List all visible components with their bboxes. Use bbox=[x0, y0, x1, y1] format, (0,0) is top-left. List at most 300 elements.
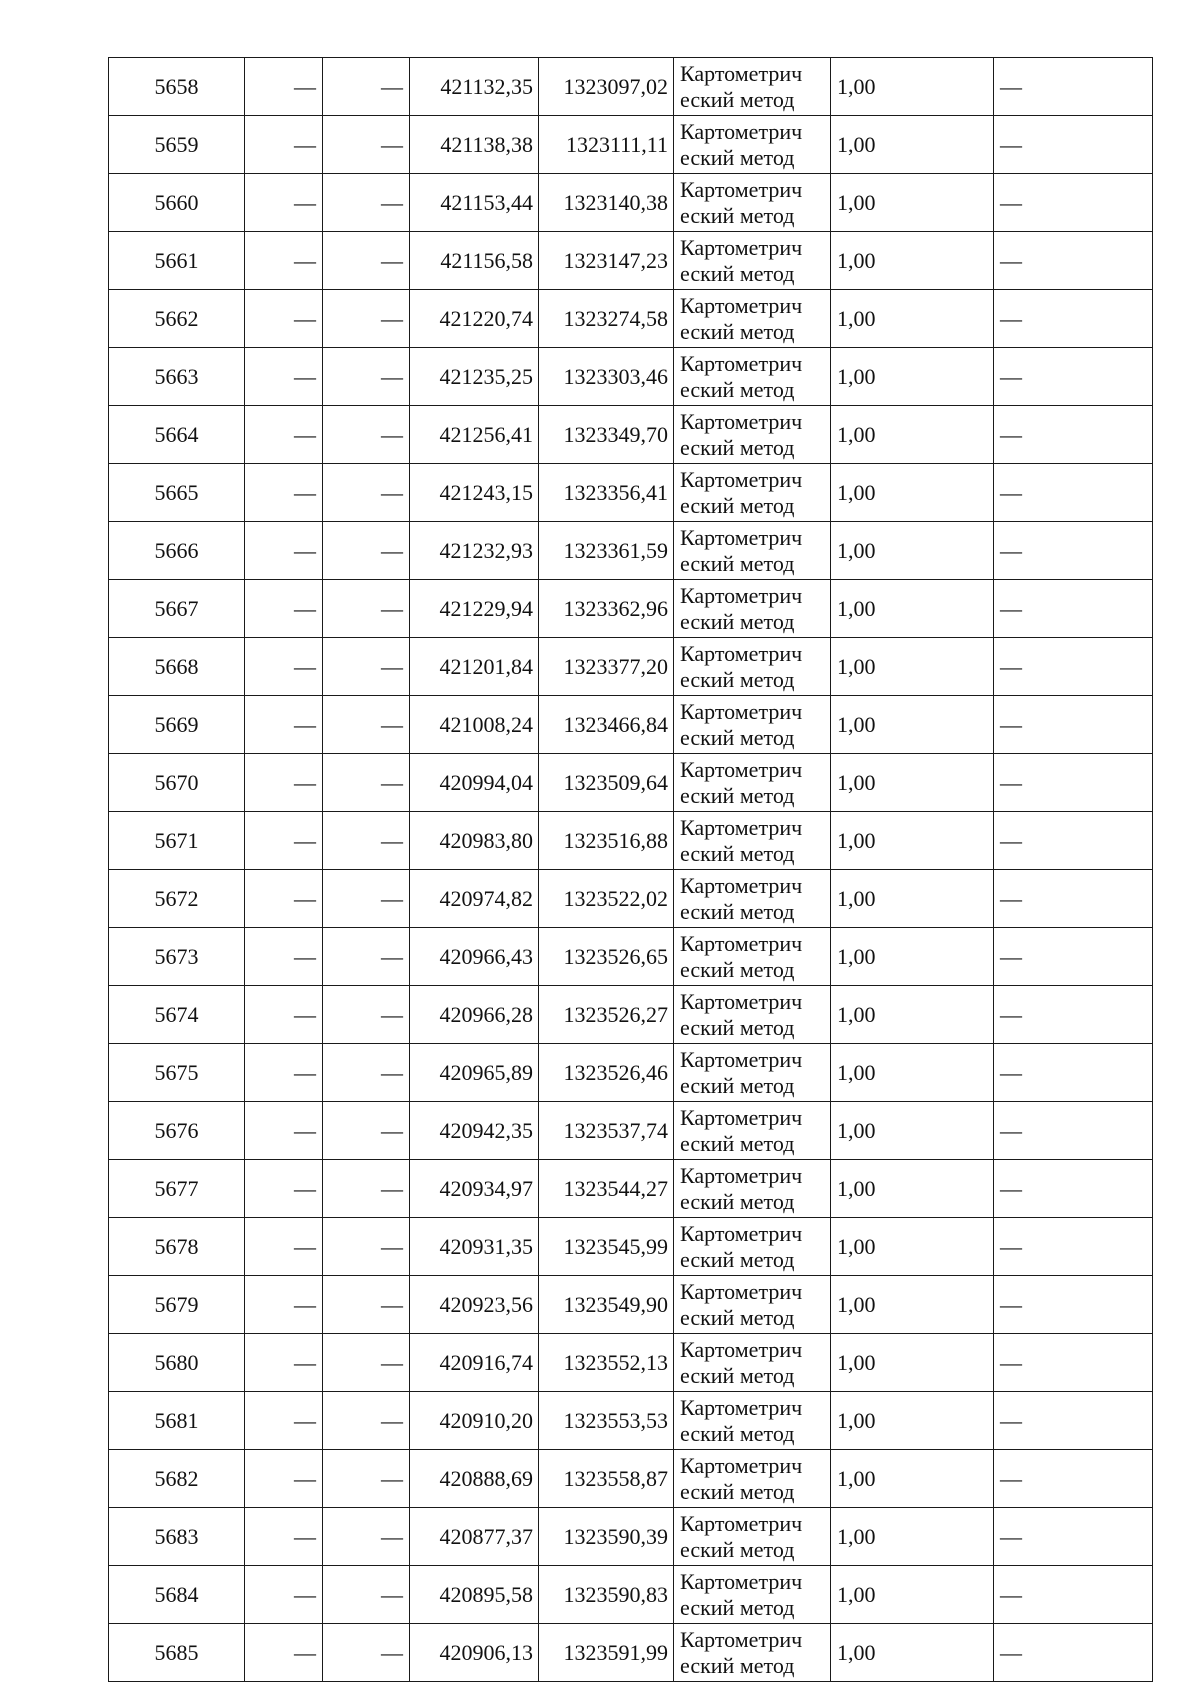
y-coordinate-cell: 1323591,99 bbox=[539, 1624, 674, 1682]
description-cell: — bbox=[994, 928, 1153, 986]
point-number-cell: 5681 bbox=[109, 1392, 245, 1450]
old-y-cell: — bbox=[323, 928, 410, 986]
old-y-cell: — bbox=[323, 870, 410, 928]
y-coordinate-cell: 1323111,11 bbox=[539, 116, 674, 174]
method-text-line: еский метод bbox=[680, 1536, 795, 1562]
accuracy-cell: 1,00 bbox=[831, 638, 994, 696]
method-text-line: Картометрич bbox=[680, 1278, 803, 1304]
old-x-cell: — bbox=[245, 1566, 323, 1624]
accuracy-cell: 1,00 bbox=[831, 754, 994, 812]
method-text-line: Картометрич bbox=[680, 930, 803, 956]
method-text-line: еский метод bbox=[680, 1188, 795, 1214]
old-y-cell: — bbox=[323, 290, 410, 348]
method-text-line: еский метод bbox=[680, 666, 795, 692]
accuracy-cell: 1,00 bbox=[831, 58, 994, 116]
y-coordinate-cell: 1323147,23 bbox=[539, 232, 674, 290]
old-y-cell: — bbox=[323, 1624, 410, 1682]
method-text-line: еский метод bbox=[680, 202, 795, 228]
old-y-cell: — bbox=[323, 174, 410, 232]
y-coordinate-cell: 1323590,83 bbox=[539, 1566, 674, 1624]
old-x-cell: — bbox=[245, 1334, 323, 1392]
old-y-cell: — bbox=[323, 1160, 410, 1218]
method-cell bbox=[674, 1508, 831, 1566]
old-y-cell: — bbox=[323, 580, 410, 638]
method-text-line: еский метод bbox=[680, 260, 795, 286]
y-coordinate-cell: 1323526,27 bbox=[539, 986, 674, 1044]
old-x-cell: — bbox=[245, 58, 323, 116]
table-row bbox=[109, 580, 1153, 638]
description-cell: — bbox=[994, 1276, 1153, 1334]
description-cell: — bbox=[994, 1566, 1153, 1624]
method-cell bbox=[674, 1160, 831, 1218]
y-coordinate-cell: 1323356,41 bbox=[539, 464, 674, 522]
y-coordinate-cell: 1323549,90 bbox=[539, 1276, 674, 1334]
old-x-cell: — bbox=[245, 1160, 323, 1218]
x-coordinate-cell: 420888,69 bbox=[410, 1450, 539, 1508]
accuracy-cell: 1,00 bbox=[831, 1508, 994, 1566]
accuracy-cell: 1,00 bbox=[831, 580, 994, 638]
method-cell bbox=[674, 1624, 831, 1682]
table-row bbox=[109, 754, 1153, 812]
accuracy-cell: 1,00 bbox=[831, 1392, 994, 1450]
x-coordinate-cell: 421256,41 bbox=[410, 406, 539, 464]
table-row bbox=[109, 232, 1153, 290]
y-coordinate-cell: 1323466,84 bbox=[539, 696, 674, 754]
old-x-cell: — bbox=[245, 870, 323, 928]
x-coordinate-cell: 421232,93 bbox=[410, 522, 539, 580]
x-coordinate-cell: 420916,74 bbox=[410, 1334, 539, 1392]
accuracy-cell: 1,00 bbox=[831, 1102, 994, 1160]
accuracy-cell: 1,00 bbox=[831, 464, 994, 522]
x-coordinate-cell: 420923,56 bbox=[410, 1276, 539, 1334]
description-cell: — bbox=[994, 870, 1153, 928]
old-x-cell: — bbox=[245, 812, 323, 870]
accuracy-cell: 1,00 bbox=[831, 1450, 994, 1508]
method-cell bbox=[674, 1450, 831, 1508]
description-cell: — bbox=[994, 986, 1153, 1044]
table-row bbox=[109, 464, 1153, 522]
accuracy-cell: 1,00 bbox=[831, 406, 994, 464]
old-y-cell: — bbox=[323, 116, 410, 174]
x-coordinate-cell: 421243,15 bbox=[410, 464, 539, 522]
old-x-cell: — bbox=[245, 1102, 323, 1160]
method-text-line: Картометрич bbox=[680, 582, 803, 608]
point-number-cell: 5679 bbox=[109, 1276, 245, 1334]
method-text-line: Картометрич bbox=[680, 756, 803, 782]
method-text-line: еский метод bbox=[680, 1594, 795, 1620]
method-text-line: еский метод bbox=[680, 608, 795, 634]
y-coordinate-cell: 1323544,27 bbox=[539, 1160, 674, 1218]
method-cell bbox=[674, 1334, 831, 1392]
method-text-line: Картометрич bbox=[680, 1452, 803, 1478]
old-x-cell: — bbox=[245, 1044, 323, 1102]
table-row bbox=[109, 1508, 1153, 1566]
method-text-line: еский метод bbox=[680, 144, 795, 170]
old-y-cell: — bbox=[323, 696, 410, 754]
y-coordinate-cell: 1323522,02 bbox=[539, 870, 674, 928]
accuracy-cell: 1,00 bbox=[831, 348, 994, 406]
table-row bbox=[109, 1102, 1153, 1160]
method-text-line: Картометрич bbox=[680, 524, 803, 550]
method-text-line: Картометрич bbox=[680, 698, 803, 724]
accuracy-cell: 1,00 bbox=[831, 1160, 994, 1218]
method-text-line: еский метод bbox=[680, 898, 795, 924]
old-y-cell: — bbox=[323, 1450, 410, 1508]
old-y-cell: — bbox=[323, 1508, 410, 1566]
old-x-cell: — bbox=[245, 1624, 323, 1682]
point-number-cell: 5672 bbox=[109, 870, 245, 928]
method-text-line: Картометрич bbox=[680, 1626, 803, 1652]
point-number-cell: 5676 bbox=[109, 1102, 245, 1160]
description-cell: — bbox=[994, 1450, 1153, 1508]
x-coordinate-cell: 421138,38 bbox=[410, 116, 539, 174]
x-coordinate-cell: 421220,74 bbox=[410, 290, 539, 348]
point-number-cell: 5684 bbox=[109, 1566, 245, 1624]
point-number-cell: 5659 bbox=[109, 116, 245, 174]
point-number-cell: 5664 bbox=[109, 406, 245, 464]
x-coordinate-cell: 421229,94 bbox=[410, 580, 539, 638]
old-x-cell: — bbox=[245, 754, 323, 812]
old-x-cell: — bbox=[245, 116, 323, 174]
method-text-line: Картометрич bbox=[680, 118, 803, 144]
point-number-cell: 5666 bbox=[109, 522, 245, 580]
old-x-cell: — bbox=[245, 696, 323, 754]
table-row bbox=[109, 986, 1153, 1044]
method-text-line: еский метод bbox=[680, 1652, 795, 1678]
x-coordinate-cell: 420983,80 bbox=[410, 812, 539, 870]
table-body bbox=[109, 58, 1153, 1682]
method-text-line: Картометрич bbox=[680, 350, 803, 376]
description-cell: — bbox=[994, 812, 1153, 870]
point-number-cell: 5673 bbox=[109, 928, 245, 986]
method-cell bbox=[674, 638, 831, 696]
method-text-line: еский метод bbox=[680, 318, 795, 344]
x-coordinate-cell: 421153,44 bbox=[410, 174, 539, 232]
table-row bbox=[109, 1450, 1153, 1508]
old-x-cell: — bbox=[245, 638, 323, 696]
y-coordinate-cell: 1323590,39 bbox=[539, 1508, 674, 1566]
accuracy-cell: 1,00 bbox=[831, 290, 994, 348]
description-cell: — bbox=[994, 1218, 1153, 1276]
method-text-line: еский метод bbox=[680, 840, 795, 866]
method-cell bbox=[674, 812, 831, 870]
method-text-line: еский метод bbox=[680, 956, 795, 982]
method-cell bbox=[674, 290, 831, 348]
table-row bbox=[109, 1566, 1153, 1624]
point-number-cell: 5674 bbox=[109, 986, 245, 1044]
table-row bbox=[109, 348, 1153, 406]
table-row bbox=[109, 870, 1153, 928]
method-cell bbox=[674, 1566, 831, 1624]
method-text-line: Картометрич bbox=[680, 640, 803, 666]
table-row bbox=[109, 696, 1153, 754]
x-coordinate-cell: 420906,13 bbox=[410, 1624, 539, 1682]
method-cell bbox=[674, 1044, 831, 1102]
description-cell: — bbox=[994, 406, 1153, 464]
x-coordinate-cell: 420966,43 bbox=[410, 928, 539, 986]
old-y-cell: — bbox=[323, 1566, 410, 1624]
method-text-line: Картометрич bbox=[680, 1220, 803, 1246]
y-coordinate-cell: 1323545,99 bbox=[539, 1218, 674, 1276]
old-x-cell: — bbox=[245, 290, 323, 348]
method-text-line: Картометрич bbox=[680, 988, 803, 1014]
description-cell: — bbox=[994, 1508, 1153, 1566]
table-row bbox=[109, 406, 1153, 464]
method-text-line: Картометрич bbox=[680, 234, 803, 260]
x-coordinate-cell: 420934,97 bbox=[410, 1160, 539, 1218]
old-x-cell: — bbox=[245, 464, 323, 522]
old-y-cell: — bbox=[323, 232, 410, 290]
old-y-cell: — bbox=[323, 58, 410, 116]
y-coordinate-cell: 1323516,88 bbox=[539, 812, 674, 870]
x-coordinate-cell: 421132,35 bbox=[410, 58, 539, 116]
method-text-line: Картометрич bbox=[680, 1336, 803, 1362]
y-coordinate-cell: 1323377,20 bbox=[539, 638, 674, 696]
point-number-cell: 5661 bbox=[109, 232, 245, 290]
table-row bbox=[109, 1392, 1153, 1450]
table-row bbox=[109, 812, 1153, 870]
accuracy-cell: 1,00 bbox=[831, 1624, 994, 1682]
point-number-cell: 5678 bbox=[109, 1218, 245, 1276]
method-text-line: еский метод bbox=[680, 1304, 795, 1330]
point-number-cell: 5682 bbox=[109, 1450, 245, 1508]
x-coordinate-cell: 420966,28 bbox=[410, 986, 539, 1044]
table-row bbox=[109, 58, 1153, 116]
accuracy-cell: 1,00 bbox=[831, 522, 994, 580]
description-cell: — bbox=[994, 580, 1153, 638]
old-y-cell: — bbox=[323, 1044, 410, 1102]
method-cell bbox=[674, 348, 831, 406]
method-cell bbox=[674, 986, 831, 1044]
table-row bbox=[109, 1218, 1153, 1276]
method-text-line: еский метод bbox=[680, 724, 795, 750]
description-cell: — bbox=[994, 58, 1153, 116]
old-y-cell: — bbox=[323, 986, 410, 1044]
point-number-cell: 5685 bbox=[109, 1624, 245, 1682]
method-text-line: еский метод bbox=[680, 550, 795, 576]
method-text-line: Картометрич bbox=[680, 1568, 803, 1594]
old-y-cell: — bbox=[323, 522, 410, 580]
accuracy-cell: 1,00 bbox=[831, 232, 994, 290]
method-text-line: еский метод bbox=[680, 86, 795, 112]
method-cell bbox=[674, 1102, 831, 1160]
method-text-line: еский метод bbox=[680, 1246, 795, 1272]
accuracy-cell: 1,00 bbox=[831, 1218, 994, 1276]
y-coordinate-cell: 1323537,74 bbox=[539, 1102, 674, 1160]
old-x-cell: — bbox=[245, 406, 323, 464]
description-cell: — bbox=[994, 174, 1153, 232]
y-coordinate-cell: 1323552,13 bbox=[539, 1334, 674, 1392]
old-y-cell: — bbox=[323, 1334, 410, 1392]
table-row bbox=[109, 174, 1153, 232]
y-coordinate-cell: 1323526,46 bbox=[539, 1044, 674, 1102]
method-cell bbox=[674, 928, 831, 986]
description-cell: — bbox=[994, 232, 1153, 290]
y-coordinate-cell: 1323553,53 bbox=[539, 1392, 674, 1450]
old-y-cell: — bbox=[323, 1392, 410, 1450]
point-number-cell: 5683 bbox=[109, 1508, 245, 1566]
point-number-cell: 5667 bbox=[109, 580, 245, 638]
method-text-line: Картометрич bbox=[680, 408, 803, 434]
old-y-cell: — bbox=[323, 1218, 410, 1276]
description-cell: — bbox=[994, 290, 1153, 348]
y-coordinate-cell: 1323362,96 bbox=[539, 580, 674, 638]
old-y-cell: — bbox=[323, 464, 410, 522]
accuracy-cell: 1,00 bbox=[831, 986, 994, 1044]
y-coordinate-cell: 1323097,02 bbox=[539, 58, 674, 116]
x-coordinate-cell: 420877,37 bbox=[410, 1508, 539, 1566]
method-text-line: Картометрич bbox=[680, 60, 803, 86]
old-x-cell: — bbox=[245, 1508, 323, 1566]
old-y-cell: — bbox=[323, 1102, 410, 1160]
y-coordinate-cell: 1323274,58 bbox=[539, 290, 674, 348]
method-cell bbox=[674, 870, 831, 928]
point-number-cell: 5677 bbox=[109, 1160, 245, 1218]
method-text-line: еский метод bbox=[680, 1072, 795, 1098]
table-row bbox=[109, 1160, 1153, 1218]
table-row bbox=[109, 1624, 1153, 1682]
method-cell bbox=[674, 406, 831, 464]
method-text-line: Картометрич bbox=[680, 292, 803, 318]
method-cell bbox=[674, 1392, 831, 1450]
old-x-cell: — bbox=[245, 1392, 323, 1450]
method-text-line: еский метод bbox=[680, 1420, 795, 1446]
method-text-line: Картометрич bbox=[680, 1046, 803, 1072]
point-number-cell: 5669 bbox=[109, 696, 245, 754]
method-cell bbox=[674, 696, 831, 754]
method-text-line: еский метод bbox=[680, 434, 795, 460]
method-text-line: Картометрич bbox=[680, 814, 803, 840]
old-x-cell: — bbox=[245, 986, 323, 1044]
point-number-cell: 5663 bbox=[109, 348, 245, 406]
method-text-line: еский метод bbox=[680, 1014, 795, 1040]
method-cell bbox=[674, 232, 831, 290]
method-text-line: Картометрич bbox=[680, 1162, 803, 1188]
x-coordinate-cell: 421008,24 bbox=[410, 696, 539, 754]
description-cell: — bbox=[994, 1044, 1153, 1102]
x-coordinate-cell: 420965,89 bbox=[410, 1044, 539, 1102]
old-y-cell: — bbox=[323, 812, 410, 870]
method-text-line: Картометрич bbox=[680, 466, 803, 492]
old-y-cell: — bbox=[323, 406, 410, 464]
x-coordinate-cell: 420910,20 bbox=[410, 1392, 539, 1450]
method-cell bbox=[674, 754, 831, 812]
y-coordinate-cell: 1323509,64 bbox=[539, 754, 674, 812]
description-cell: — bbox=[994, 348, 1153, 406]
description-cell: — bbox=[994, 522, 1153, 580]
x-coordinate-cell: 420974,82 bbox=[410, 870, 539, 928]
method-text-line: Картометрич bbox=[680, 176, 803, 202]
old-y-cell: — bbox=[323, 638, 410, 696]
description-cell: — bbox=[994, 638, 1153, 696]
y-coordinate-cell: 1323303,46 bbox=[539, 348, 674, 406]
accuracy-cell: 1,00 bbox=[831, 116, 994, 174]
description-cell: — bbox=[994, 1624, 1153, 1682]
accuracy-cell: 1,00 bbox=[831, 174, 994, 232]
table-row bbox=[109, 290, 1153, 348]
old-x-cell: — bbox=[245, 348, 323, 406]
description-cell: — bbox=[994, 464, 1153, 522]
old-y-cell: — bbox=[323, 1276, 410, 1334]
description-cell: — bbox=[994, 116, 1153, 174]
x-coordinate-cell: 421235,25 bbox=[410, 348, 539, 406]
description-cell: — bbox=[994, 754, 1153, 812]
description-cell: — bbox=[994, 1334, 1153, 1392]
method-text-line: Картометрич bbox=[680, 1510, 803, 1536]
accuracy-cell: 1,00 bbox=[831, 1276, 994, 1334]
point-number-cell: 5668 bbox=[109, 638, 245, 696]
x-coordinate-cell: 420942,35 bbox=[410, 1102, 539, 1160]
table-row bbox=[109, 928, 1153, 986]
y-coordinate-cell: 1323361,59 bbox=[539, 522, 674, 580]
point-number-cell: 5665 bbox=[109, 464, 245, 522]
accuracy-cell: 1,00 bbox=[831, 1566, 994, 1624]
description-cell: — bbox=[994, 696, 1153, 754]
accuracy-cell: 1,00 bbox=[831, 1044, 994, 1102]
accuracy-cell: 1,00 bbox=[831, 928, 994, 986]
old-y-cell: — bbox=[323, 754, 410, 812]
old-x-cell: — bbox=[245, 928, 323, 986]
accuracy-cell: 1,00 bbox=[831, 870, 994, 928]
table-row bbox=[109, 638, 1153, 696]
old-x-cell: — bbox=[245, 522, 323, 580]
method-cell bbox=[674, 464, 831, 522]
description-cell: — bbox=[994, 1102, 1153, 1160]
x-coordinate-cell: 420895,58 bbox=[410, 1566, 539, 1624]
accuracy-cell: 1,00 bbox=[831, 1334, 994, 1392]
method-cell bbox=[674, 174, 831, 232]
point-number-cell: 5671 bbox=[109, 812, 245, 870]
old-x-cell: — bbox=[245, 1450, 323, 1508]
description-cell: — bbox=[994, 1392, 1153, 1450]
method-text-line: Картометрич bbox=[680, 1104, 803, 1130]
method-text-line: Картометрич bbox=[680, 1394, 803, 1420]
table-row bbox=[109, 522, 1153, 580]
method-cell bbox=[674, 1276, 831, 1334]
method-cell bbox=[674, 522, 831, 580]
method-text-line: еский метод bbox=[680, 1362, 795, 1388]
method-text-line: Картометрич bbox=[680, 872, 803, 898]
point-number-cell: 5675 bbox=[109, 1044, 245, 1102]
y-coordinate-cell: 1323140,38 bbox=[539, 174, 674, 232]
x-coordinate-cell: 421201,84 bbox=[410, 638, 539, 696]
method-text-line: еский метод bbox=[680, 1478, 795, 1504]
method-text-line: еский метод bbox=[680, 782, 795, 808]
old-y-cell: — bbox=[323, 348, 410, 406]
x-coordinate-cell: 420994,04 bbox=[410, 754, 539, 812]
old-x-cell: — bbox=[245, 1218, 323, 1276]
method-text-line: еский метод bbox=[680, 492, 795, 518]
x-coordinate-cell: 421156,58 bbox=[410, 232, 539, 290]
point-number-cell: 5660 bbox=[109, 174, 245, 232]
point-number-cell: 5680 bbox=[109, 1334, 245, 1392]
point-number-cell: 5658 bbox=[109, 58, 245, 116]
method-cell bbox=[674, 58, 831, 116]
point-number-cell: 5670 bbox=[109, 754, 245, 812]
old-x-cell: — bbox=[245, 174, 323, 232]
method-text-line: еский метод bbox=[680, 1130, 795, 1156]
method-cell bbox=[674, 116, 831, 174]
x-coordinate-cell: 420931,35 bbox=[410, 1218, 539, 1276]
old-x-cell: — bbox=[245, 580, 323, 638]
y-coordinate-cell: 1323349,70 bbox=[539, 406, 674, 464]
y-coordinate-cell: 1323526,65 bbox=[539, 928, 674, 986]
table-row bbox=[109, 1044, 1153, 1102]
method-cell bbox=[674, 580, 831, 638]
y-coordinate-cell: 1323558,87 bbox=[539, 1450, 674, 1508]
table-row bbox=[109, 116, 1153, 174]
table-row bbox=[109, 1334, 1153, 1392]
